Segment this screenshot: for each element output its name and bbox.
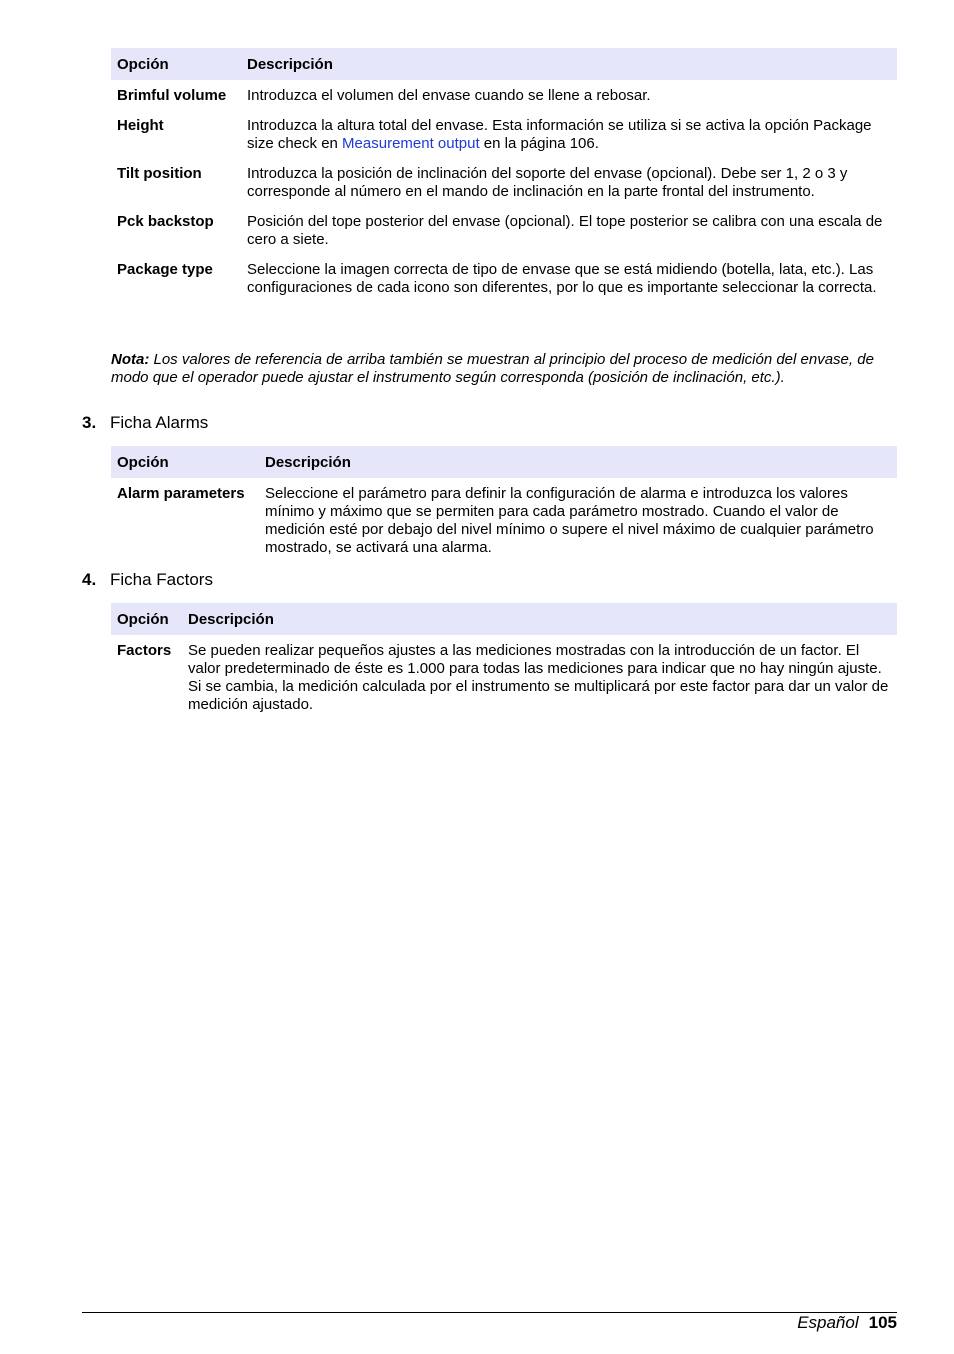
column-header-description: Descripción <box>241 48 897 80</box>
step-number: 3. <box>82 413 97 432</box>
option-description: Introduzca la posición de inclinación del soporte del envase (opcional). Debe ser 1, 2 o 3 y corresponde al número en el mando de inclinación en la parte frontal del instrumento. <box>247 165 848 200</box>
column-header-option: Opción <box>111 603 182 635</box>
options-table-factors <box>111 603 897 720</box>
option-description: Seleccione el parámetro para definir la configuración de alarma e introduzca los valores mínimo y máximo que se permiten para cada parámetro mostrado. Cuando el valor de medición esté por debajo del nivel mínimo o supere el nivel máximo de cualquier parámetro mostrado, se activará una alarma. <box>265 485 874 556</box>
table-row <box>111 159 897 207</box>
option-name: Factors <box>117 642 172 659</box>
column-header-description: Descripción <box>182 603 897 635</box>
column-header-option: Opción <box>111 48 241 80</box>
column-header-description: Descripción <box>259 446 897 478</box>
note-label: Nota: <box>111 351 150 368</box>
table-row <box>111 80 897 111</box>
table-row <box>111 255 897 303</box>
step-alarms-tab <box>82 413 208 433</box>
options-table-alarms <box>111 446 897 563</box>
step-label: Ficha Alarms <box>110 413 209 432</box>
note-paragraph <box>111 351 891 387</box>
option-description: Se pueden realizar pequeños ajustes a las mediciones mostradas con la introducción de un factor. El valor predeterminado de éste es 1.000 para todas las mediciones para indicar que no hay ningún ajuste. Si se cambia, la medición calculada por el instrumento se multiplicará por este factor para dar un valor de medición ajustado. <box>188 642 889 713</box>
page-number: 105 <box>868 1313 897 1332</box>
page-footer <box>797 1313 897 1333</box>
option-description: Introduzca el volumen del envase cuando se llene a rebosar. <box>247 87 651 104</box>
footer-language: Español <box>797 1313 859 1332</box>
options-table-package <box>111 48 897 303</box>
option-name: Height <box>117 117 164 134</box>
description-text: Introduzca la altura total del envase. Esta información se utiliza si se activa la opción Package size check en <box>247 117 872 152</box>
description-text: en la página 106. <box>479 135 599 152</box>
option-description: Posición del tope posterior del envase (opcional). El tope posterior se calibra con una escala de cero a siete. <box>247 213 883 248</box>
option-name: Package type <box>117 261 213 278</box>
step-factors-tab <box>82 570 213 590</box>
table-row <box>111 111 897 159</box>
table-row <box>111 635 897 720</box>
option-name: Brimful volume <box>117 87 227 104</box>
measurement-output-link[interactable]: Measurement output <box>342 135 480 152</box>
option-description <box>241 111 897 159</box>
step-number: 4. <box>82 570 97 589</box>
step-label: Ficha Factors <box>110 570 213 589</box>
footer-divider <box>82 1312 897 1313</box>
table-header-row <box>111 446 897 478</box>
table-row <box>111 207 897 255</box>
column-header-option: Opción <box>111 446 259 478</box>
option-name: Tilt position <box>117 165 202 182</box>
option-name: Pck backstop <box>117 213 214 230</box>
option-description: Seleccione la imagen correcta de tipo de envase que se está midiendo (botella, lata, etc.). Las configuraciones de cada icono son diferentes, por lo que es importante seleccionar la correcta. <box>247 261 877 296</box>
table-header-row <box>111 603 897 635</box>
table-row <box>111 478 897 563</box>
note-text: Los valores de referencia de arriba también se muestran al principio del proceso de medición del envase, de modo que el operador puede ajustar el instrumento según corresponda (posición de inclinación, etc.). <box>111 351 874 386</box>
option-name: Alarm parameters <box>117 485 245 502</box>
table-header-row <box>111 48 897 80</box>
